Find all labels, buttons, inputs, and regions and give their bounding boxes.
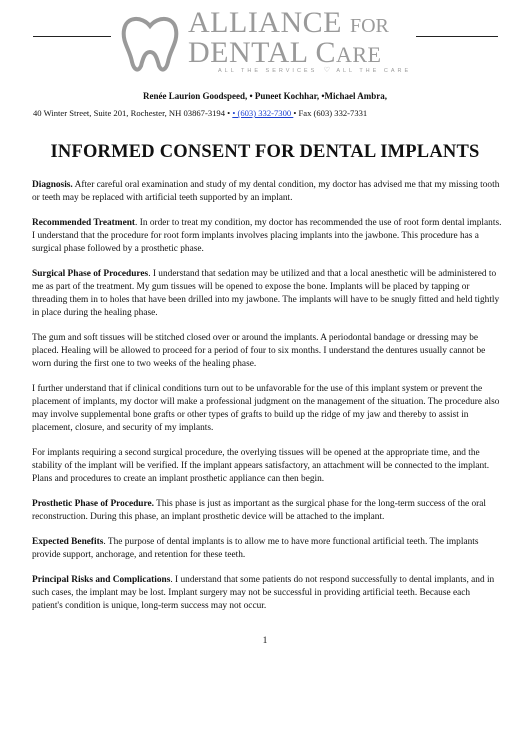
- section-heading: Diagnosis.: [32, 180, 73, 190]
- brand-line1-small: FOR: [349, 15, 389, 37]
- consent-body: [32, 179, 502, 625]
- street-address: 40 Winter Street, Suite 201, Rochester, NH 03867-3194 •: [33, 108, 233, 118]
- paragraph-surgical-phase: [32, 268, 502, 320]
- brand-line2-small: ARE: [335, 42, 382, 67]
- paragraph-expected-benefits: [32, 536, 502, 562]
- paragraph-risks: [32, 574, 502, 613]
- paragraph-clinical-conditions: [32, 383, 502, 435]
- section-heading: Expected Benefits: [32, 537, 104, 547]
- tagline-right: ALL THE CARE: [336, 68, 412, 74]
- paragraph-recommended-treatment: [32, 217, 502, 256]
- section-heading: Recommended Treatment: [32, 218, 136, 228]
- header-rule-right: [416, 36, 498, 37]
- paragraph-text: I further understand that if clinical conditions turn out to be unfavorable for the use of this implant system or prevent the placement of implants, my doctor will make a professional judgment on the management of the situation. The procedure also may involve supplemental bone grafts or other types of grafts to build up the ridge of my jaw and thereby to assist in placement, closure, and security of my implants.: [32, 384, 500, 433]
- section-heading: Prosthetic Phase of Procedure.: [32, 499, 154, 509]
- document-title: INFORMED CONSENT FOR DENTAL IMPLANTS: [50, 142, 480, 162]
- header-rule-left: [33, 36, 111, 37]
- brand-line2: DENTAL C: [188, 36, 336, 69]
- paragraph-prosthetic-phase: [32, 498, 502, 524]
- section-heading: Surgical Phase of Procedures: [32, 269, 149, 279]
- paragraph-text: . I understand that sedation may be utilized and that a local anesthetic will be administered to me as part of the treatment. My gum tissues will be opened to expose the bone. Implants will be placed by tapping or threading them in to holes that have been drilled into my jawbone. The implants will have to be snugly fitted and held tightly in place during the healing phase.: [32, 269, 500, 318]
- page-number: 1: [262, 636, 268, 646]
- paragraph-text: . In order to treat my condition, my doctor has recommended the use of root form dental implants. I understand that the procedure for root form implants involves placing implants into the jawbone. This procedure has a surgical phase followed by a prosthetic phase.: [32, 218, 502, 254]
- tagline-left: ALL THE SERVICES: [218, 68, 318, 74]
- phone-link[interactable]: • (603) 332-7300: [232, 108, 294, 118]
- paragraph-text: After careful oral examination and study of my dental condition, my doctor has advised me that my missing tooth or teeth may be replaced with artificial teeth supported by an implant.: [32, 180, 500, 203]
- paragraph-diagnosis: [32, 179, 502, 205]
- paragraph-text: For implants requiring a second surgical procedure, the overlying tissues will be opened at the appropriate time, and the stability of the implant will be verified. If the implant appears satisfactory, an attachment will be connected to the implant. Plans and procedures to create an implant prosthetic appliance can then begin.: [32, 448, 490, 484]
- section-heading: Principal Risks and Complications: [32, 575, 171, 585]
- brand-line1: ALLIANCE: [188, 6, 342, 39]
- paragraph-healing: [32, 332, 502, 371]
- paragraph-text: . I understand that some patients do not respond successfully to dental implants, and in such cases, the implant may be lost. Implant surgery may not be successful in providing artificial teeth. Because each patient's condition is unique, long-term success may not occur.: [32, 575, 495, 611]
- fax-number: • Fax (603) 332-7331: [293, 108, 368, 118]
- tagline: [218, 66, 411, 74]
- small-tooth-icon: ♡: [323, 67, 331, 74]
- tooth-logo-icon: [120, 12, 180, 74]
- paragraph-text: The gum and soft tissues will be stitched closed over or around the implants. A periodontal bandage or dressing may be placed. Healing will be allowed to proceed for a period of four to six months. I understand the dentures usually cannot be worn during the first one to two weeks of the healing phase.: [32, 333, 486, 369]
- address-line: [33, 108, 503, 118]
- paragraph-text: . The purpose of dental implants is to allow me to have more functional artificial teeth. The implants provide support, anchorage, and retention for these teeth.: [32, 537, 479, 560]
- doctor-names: Renée Laurion Goodspeed, • Puneet Kochhar, •Michael Ambra,: [143, 91, 387, 101]
- paragraph-text: This phase is just as important as the surgical phase for the long-term success of the oral reconstruction. During this phase, an implant prosthetic device will be attached to the implant.: [32, 499, 487, 522]
- paragraph-second-procedure: [32, 447, 502, 486]
- letterhead: [0, 0, 530, 80]
